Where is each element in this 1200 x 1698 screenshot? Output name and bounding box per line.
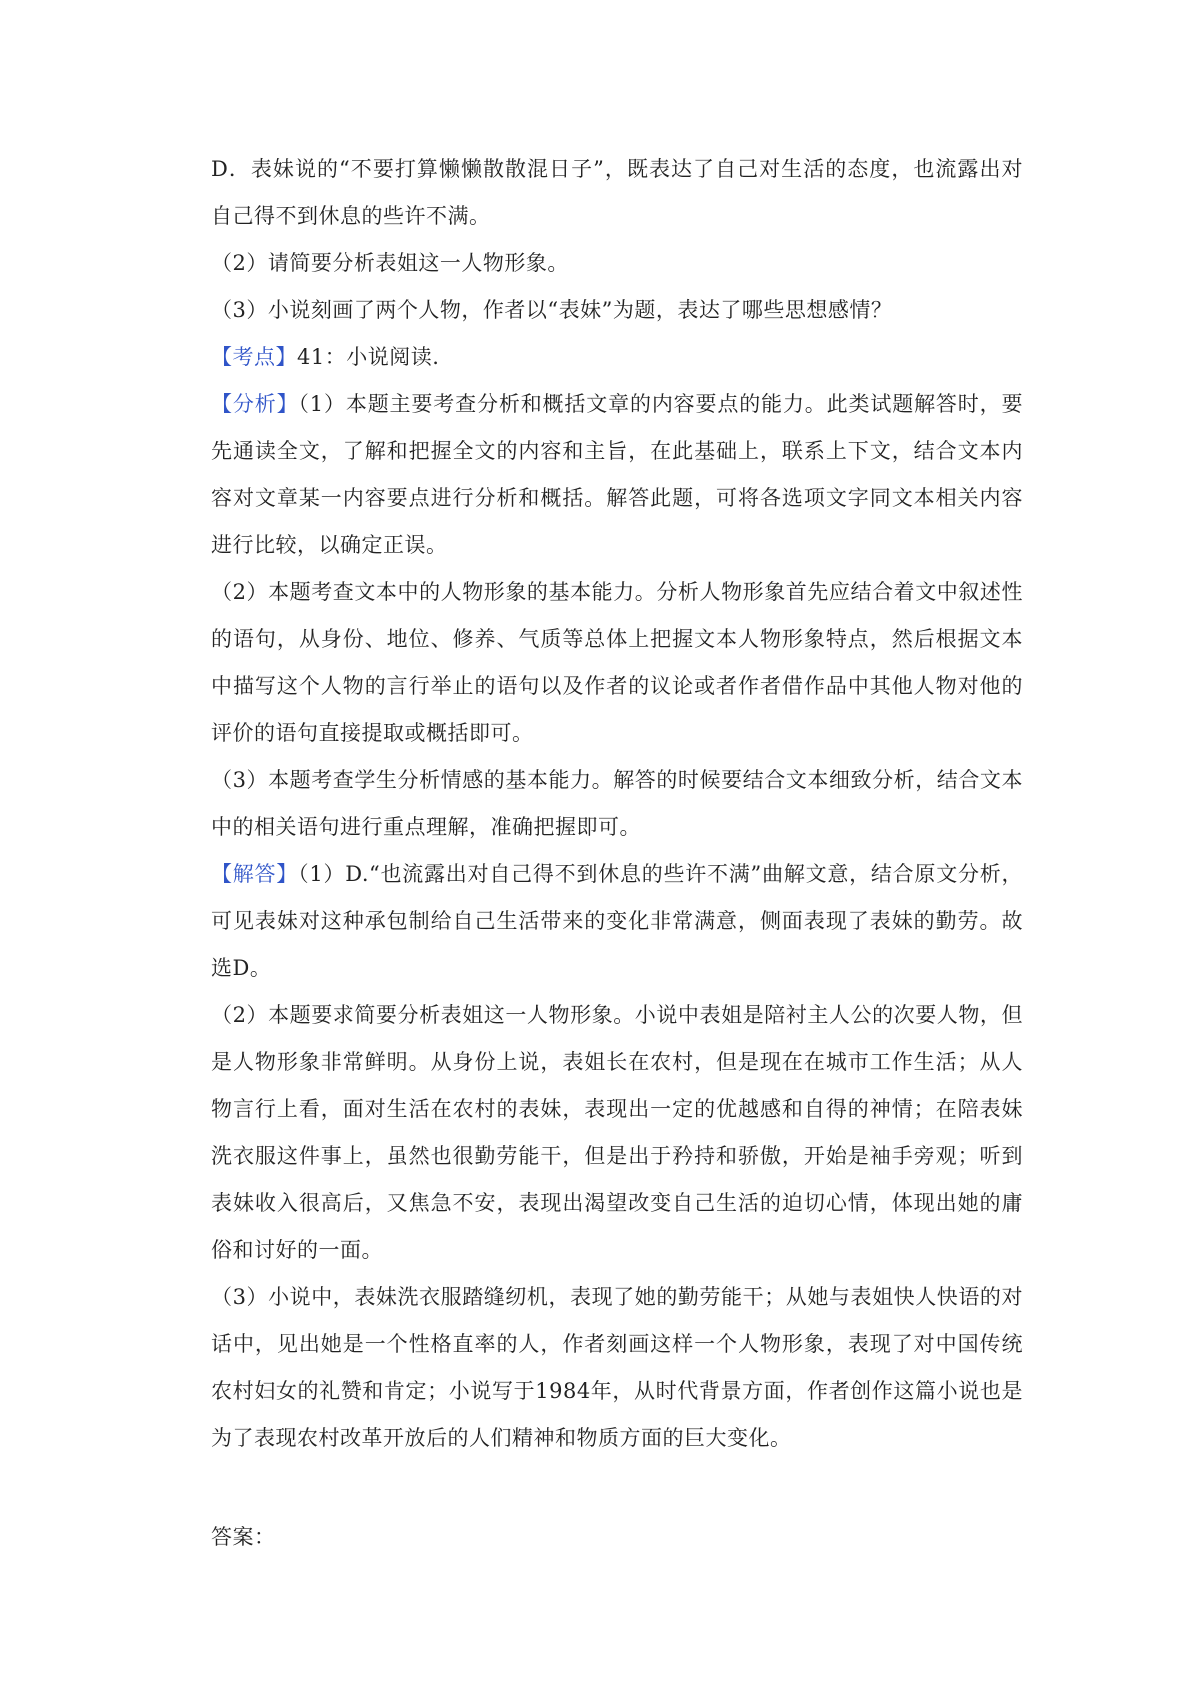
fenxi-p3: （3）本题考查学生分析情感的基本能力。解答的时候要结合文本细致分析，结合文本中的相关语句进行重点理解，准确把握即可。 <box>211 768 1023 839</box>
jieda-p2: （2）本题要求简要分析表姐这一人物形象。小说中表姐是陪衬主人公的次要人物，但是人物形象非常鲜明。从身份上说，表姐长在农村，但是现在在城市工作生活；从人物言行上看，面对生活在农村的表妹，表现出一定的优越感和自得的神情；在陪表妹洗衣服这件事上，虽然也很勤劳能干，但是出于矜持和骄傲，开始是袖手旁观；听到表妹收入很高后，又焦急不安，表现出渴望改变自己生活的迫切心情，体现出她的庸俗和讨好的一面。 <box>211 1003 1023 1262</box>
kaodian-text: 41：小说阅读. <box>297 345 440 369</box>
question-2: （2）请简要分析表姐这一人物形象。 <box>211 251 569 275</box>
fenxi-p2: （2）本题考查文本中的人物形象的基本能力。分析人物形象首先应结合着文中叙述性的语句，从身份、地位、修养、气质等总体上把握文本人物形象特点，然后根据文本中描写这个人物的言行举止的语句以及作者的议论或者作者借作品中其他人物对他的评价的语句直接提取或概括即可。 <box>211 580 1023 745</box>
jieda-p3: （3）小说中，表妹洗衣服踏缝纫机，表现了她的勤劳能干；从她与表姐快人快语的对话中，见出她是一个性格直率的人，作者刻画这样一个人物形象，表现了对中国传统农村妇女的礼赞和肯定；小说写于1984年，从时代背景方面，作者创作这篇小说也是为了表现农村改革开放后的人们精神和物质方面的巨大变化。 <box>211 1285 1023 1450</box>
kaodian-label: 【考点】 <box>211 345 297 369</box>
fenxi-label: 【分析】 <box>211 392 299 416</box>
kaodian-section <box>211 334 1023 381</box>
jieda-p1: （1）D.“也流露出对自己得不到休息的些许不满”曲解文意，结合原文分析，可见表妹对这种承包制给自己生活带来的变化非常满意，侧面表现了表妹的勤劳。故选D。 <box>211 862 1024 980</box>
jieda-label: 【解答】 <box>211 862 299 886</box>
fenxi-p1: （1）本题主要考查分析和概括文章的内容要点的能力。此类试题解答时，要先通读全文，了解和把握全文的内容和主旨，在此基础上，联系上下文，结合文本内容对文章某一内容要点进行分析和概括。解答此题，可将各选项文字同文本相关内容进行比较，以确定正误。 <box>211 392 1023 557</box>
spacer <box>211 1462 1023 1514</box>
document-page <box>211 146 1023 1561</box>
option-d: D．表妹说的“不要打算懒懒散散混日子”，既表达了自己对生活的态度，也流露出对自己得不到休息的些许不满。 <box>211 157 1023 228</box>
jieda-section <box>211 851 1023 992</box>
answer-label: 答案： <box>211 1525 276 1549</box>
fenxi-section <box>211 381 1023 569</box>
question-3: （3）小说刻画了两个人物，作者以“表妹”为题，表达了哪些思想感情？ <box>211 298 893 322</box>
